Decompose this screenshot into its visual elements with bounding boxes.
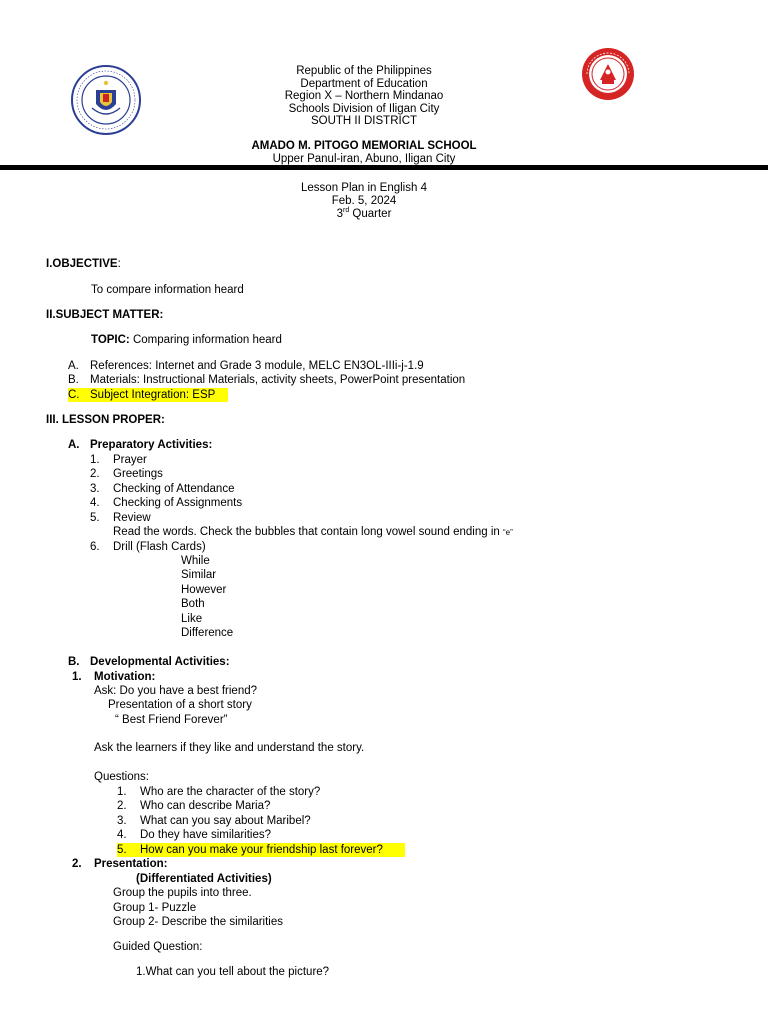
lesson-heading: III. LESSON PROPER: — [46, 414, 165, 426]
header-divider — [0, 165, 768, 170]
story-title: “ Best Friend Forever” — [115, 714, 228, 726]
differentiated-label: (Differentiated Activities) — [136, 873, 272, 885]
plan-quarter: 3rd Quarter — [336, 207, 392, 220]
question-item-highlighted: 5. How can you make your friendship last forever? — [117, 843, 405, 857]
prep-item: 2. Greetings — [90, 468, 163, 480]
guided-question-label: Guided Question: — [113, 941, 203, 953]
subject-item-integration: C. Subject Integration: ESP — [68, 388, 228, 402]
motivation-ask-learners: Ask the learners if they like and understand the story. — [94, 742, 365, 754]
guided-question-1: 1.What can you tell about the picture? — [136, 966, 330, 978]
header-division: Schools Division of Iligan City — [288, 103, 440, 115]
drill-word: Similar — [181, 569, 217, 581]
group-intro: Group the pupils into three. — [113, 887, 252, 899]
question-item: 4. Do they have similarities? — [117, 829, 272, 841]
motivation-heading: 1. Motivation: — [72, 671, 156, 683]
presentation-heading: 2. Presentation: — [72, 858, 168, 870]
review-instruction: Read the words. Check the bubbles that contain long vowel sound ending in “e” — [113, 526, 513, 538]
school-address: Upper Panul-iran, Abuno, Iligan City — [272, 153, 456, 165]
group-1: Group 1- Puzzle — [113, 902, 197, 914]
header-republic: Republic of the Philippines — [296, 65, 432, 77]
prep-heading: A. Preparatory Activities: — [68, 439, 213, 451]
objective-heading: I.OBJECTIVE: — [46, 258, 121, 270]
drill-word: Like — [181, 613, 203, 625]
motivation-ask: Ask: Do you have a best friend? — [94, 685, 258, 697]
subject-heading: II.SUBJECT MATTER: — [46, 309, 164, 321]
prep-item: 1. Prayer — [90, 454, 147, 466]
topic-line: TOPIC: Comparing information heard — [91, 334, 282, 346]
plan-date: Feb. 5, 2024 — [331, 195, 397, 207]
group-2: Group 2- Describe the similarities — [113, 916, 284, 928]
prep-item: 4. Checking of Assignments — [90, 497, 243, 509]
header-department: Department of Education — [300, 78, 428, 90]
objective-text: To compare information heard — [91, 284, 244, 296]
drill-word: Both — [181, 598, 205, 610]
question-item: 1. Who are the character of the story? — [117, 786, 321, 798]
prep-item: 3. Checking of Attendance — [90, 483, 235, 495]
plan-title: Lesson Plan in English 4 — [301, 182, 427, 194]
header-region: Region X – Northern Mindanao — [284, 90, 444, 102]
drill-word: Difference — [181, 627, 234, 639]
question-item: 3. What can you say about Maribel? — [117, 815, 311, 827]
drill-word: However — [181, 584, 227, 596]
drill-item: 6. Drill (Flash Cards) — [90, 541, 206, 553]
subject-item-materials: B. Materials: Instructional Materials, activity sheets, PowerPoint presentation — [68, 374, 466, 386]
questions-label: Questions: — [94, 771, 149, 783]
header-district: SOUTH II DISTRICT — [310, 115, 418, 127]
subject-item-references: A. References: Internet and Grade 3 module, MELC EN3OL-IIIi-j-1.9 — [68, 360, 424, 372]
drill-word: While — [181, 555, 210, 567]
prep-item: 5. Review — [90, 512, 151, 524]
question-item: 2. Who can describe Maria? — [117, 800, 271, 812]
school-name: AMADO M. PITOGO MEMORIAL SCHOOL — [251, 140, 477, 152]
dev-heading: B. Developmental Activities: — [68, 656, 230, 668]
motivation-presentation: Presentation of a short story — [108, 699, 252, 711]
